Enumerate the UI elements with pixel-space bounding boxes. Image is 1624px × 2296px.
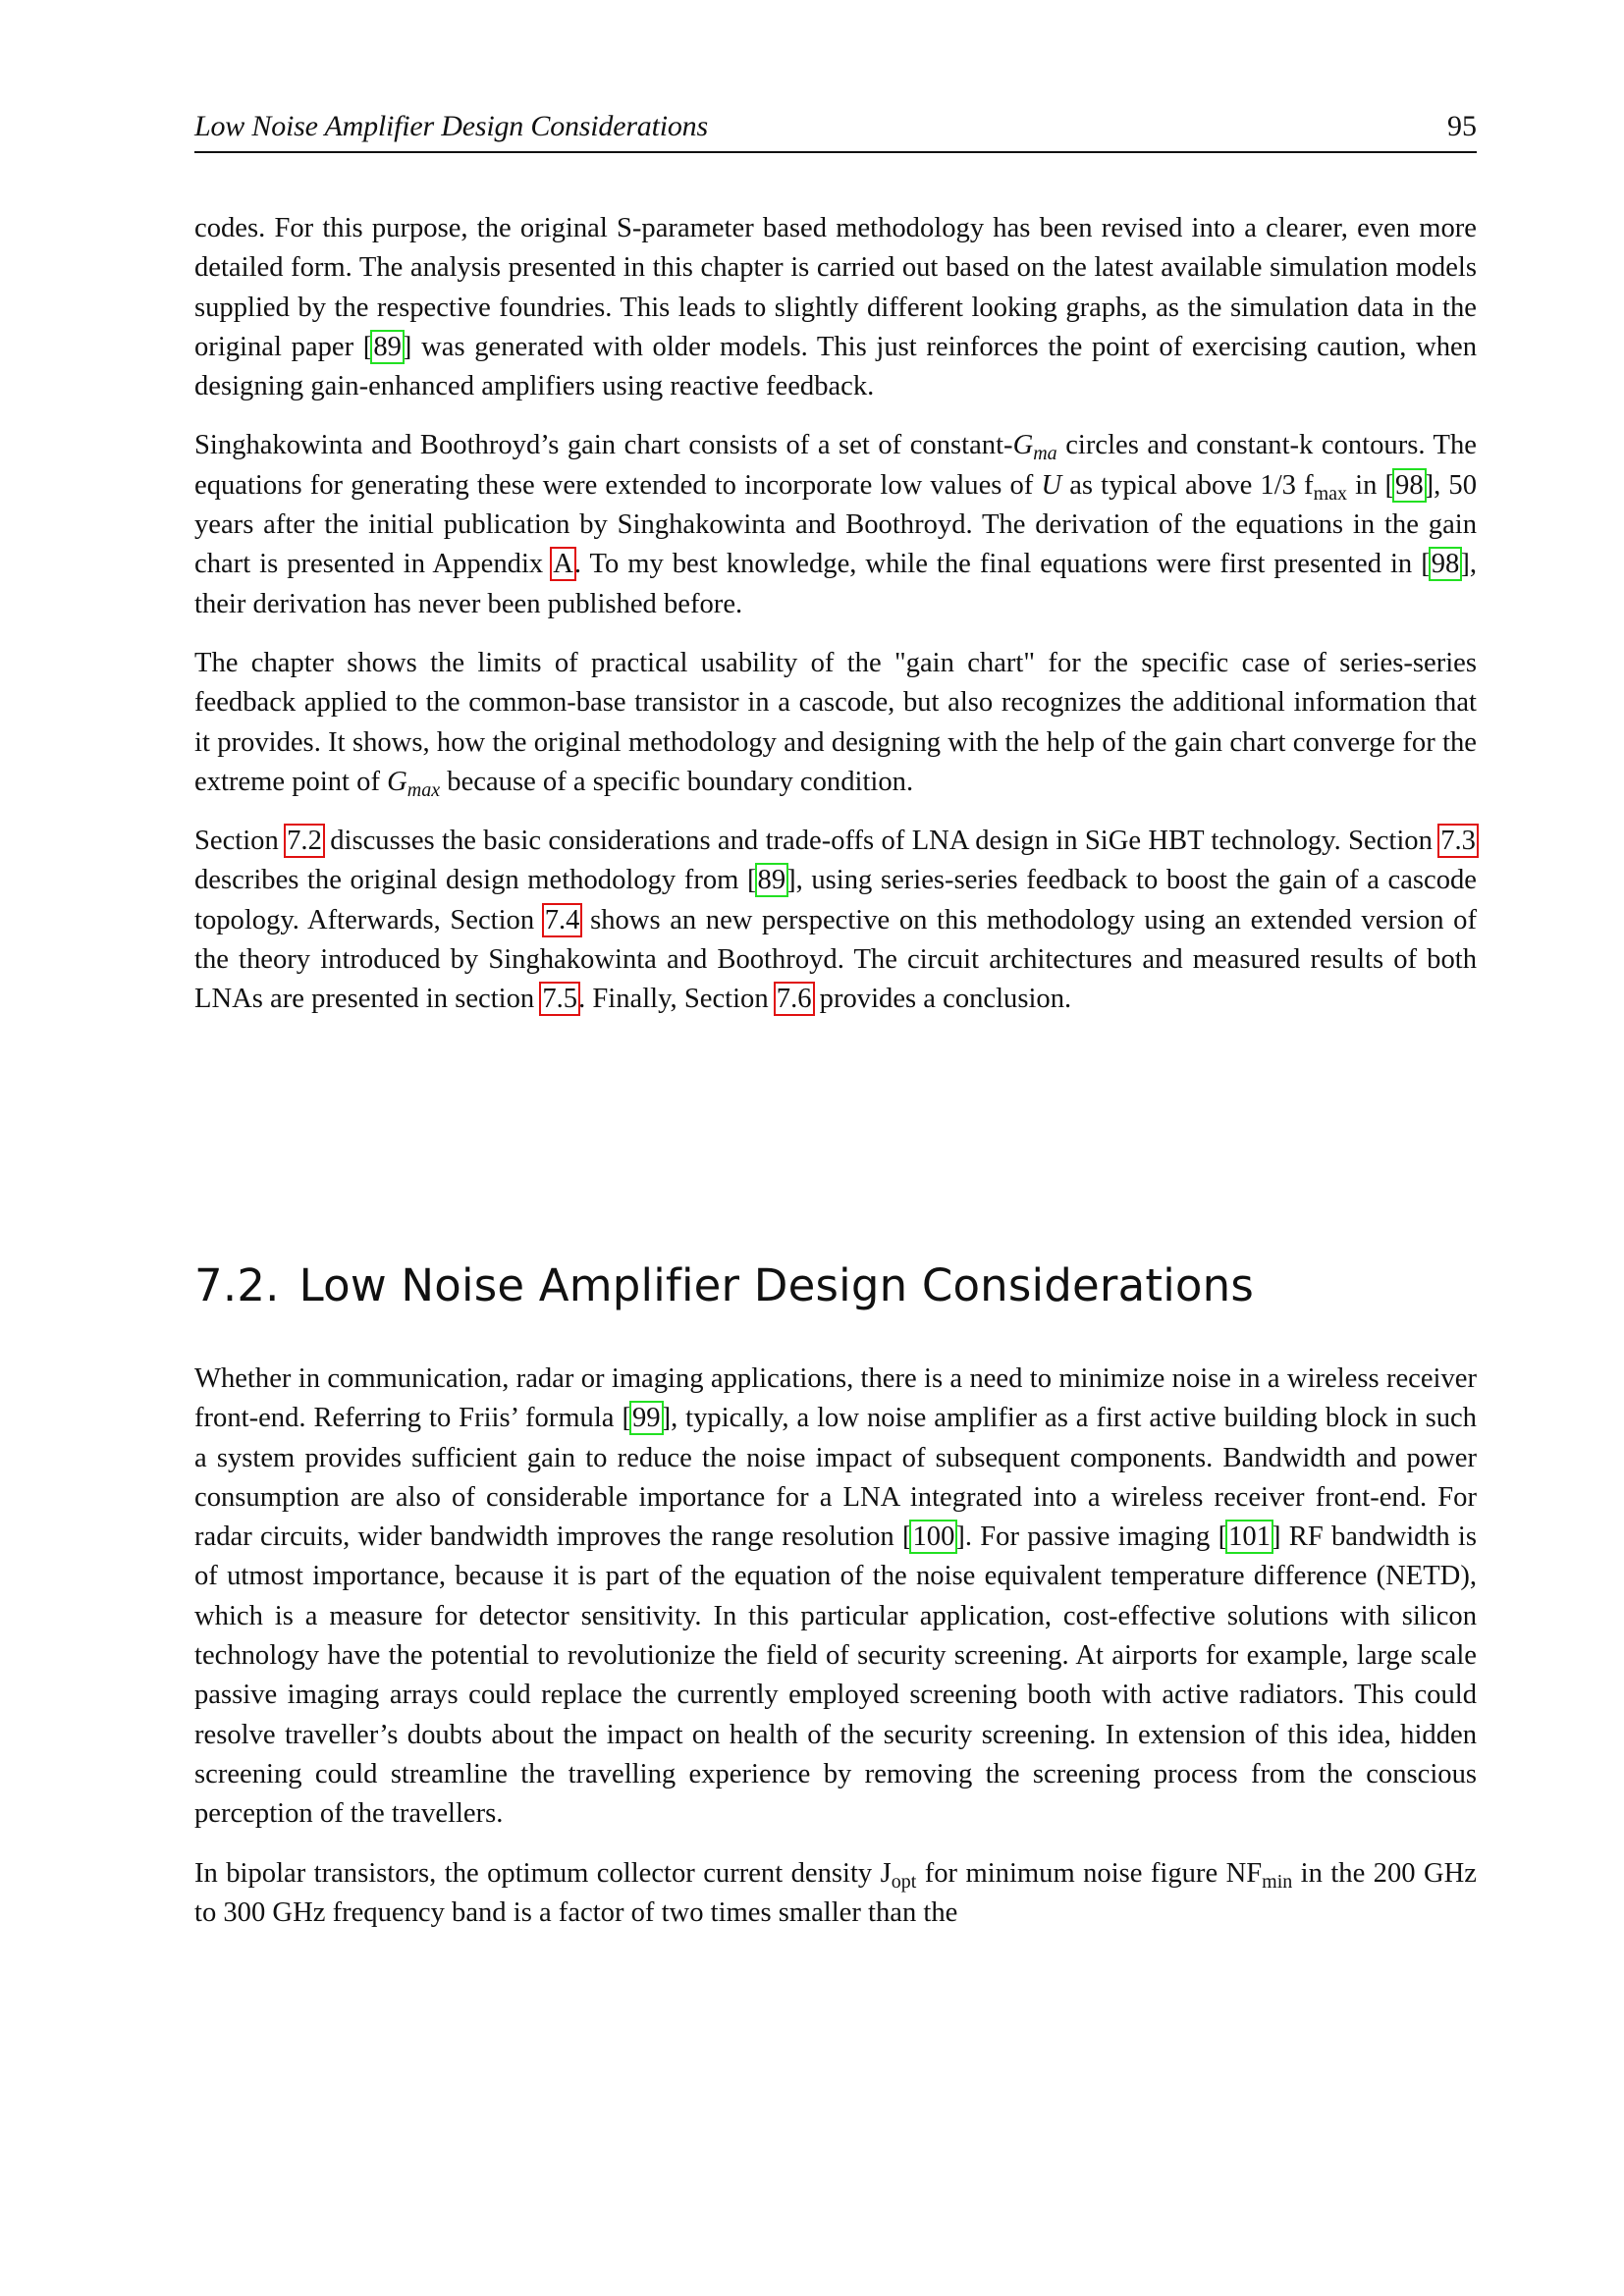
section-link-7-3[interactable]: 7.3 <box>1440 826 1476 857</box>
citation-link-98[interactable]: 98 <box>1431 549 1460 580</box>
text-run: circles and constant-k contours. The equations for generating these were extended to incorporate low values of <box>194 430 1477 501</box>
text-run: for minimum noise figure NF <box>916 1857 1263 1889</box>
text-run: discusses the basic considerations and trade-offs of LNA design in SiGe HBT technology. Section <box>322 826 1440 857</box>
section-link-7-6[interactable]: 7.6 <box>776 984 812 1015</box>
section-body <box>194 1360 1477 1952</box>
running-header <box>194 106 1477 153</box>
paragraph-gain-chart <box>194 426 1477 623</box>
citation-link-89[interactable]: 89 <box>757 865 786 896</box>
text-run: In bipolar transistors, the optimum collector current density J <box>194 1857 892 1889</box>
text-run: codes. For this purpose, the original S-parameter based methodology has been revised into a clearer, even more detailed form. The analysis presented in this chapter is carried out based on the latest available simulation models supplied by the respective foundries. This leads to slightly different looking graphs, as the simulation data in the original paper [ <box>194 213 1477 362</box>
section-number: 7.2. <box>194 1259 280 1311</box>
math-symbol-u: U <box>1041 469 1062 501</box>
citation-link-100[interactable]: 100 <box>912 1522 955 1553</box>
citation-link-101[interactable]: 101 <box>1228 1522 1271 1553</box>
text-run: ], using series-series feedback to boost the gain of a cascode topology. Afterwards, Section <box>194 865 1477 935</box>
text-run: ], typically, a low noise amplifier as a first active building block in such a system provides sufficient gain to reduce the noise impact of subsequent components. Bandwidth and power consumption are also of considerable importance for a LNA integrated into a wireless receiver front-end. For radar circuits, wider bandwidth improves the range resolution [ <box>194 1403 1477 1553</box>
text-run: ] RF bandwidth is of utmost importance, because it is part of the equation of the noise equivalent temperature difference (NETD), which is a measure for detector sensitivity. In this particular application, cost-effective solutions with silicon technology have the potential to revolutionize the field of security screening. At airports for example, large scale passive imaging arrays could replace the currently employed screening booth with active radiators. This could resolve traveller’s doubts about the impact on health of the security screening. In extension of this idea, hidden screening could streamline the travelling experience by removing the screening process from the conscious perception of the travellers. <box>194 1522 1477 1830</box>
paragraph-methodology-revision <box>194 209 1477 406</box>
section-heading <box>194 1259 1254 1311</box>
text-run: ] was generated with older models. This just reinforces the point of exercising caution, when designing gain-enhanced amplifiers using reactive feedback. <box>194 331 1477 402</box>
subscript: min <box>1262 1870 1293 1893</box>
section-link-7-4[interactable]: 7.4 <box>544 904 580 935</box>
citation-link-98[interactable]: 98 <box>1395 469 1424 501</box>
text-run: describes the original design methodology from [ <box>194 865 757 896</box>
paragraph-chapter-outline <box>194 822 1477 1019</box>
math-symbol-g: G <box>387 766 407 797</box>
paragraph-lna-motivation <box>194 1360 1477 1835</box>
paragraph-bipolar-transistors <box>194 1854 1477 1934</box>
text-run: ], their derivation has never been published before. <box>194 549 1478 619</box>
section-link-7-2[interactable]: 7.2 <box>287 826 322 857</box>
math-symbol-g: G <box>1012 430 1034 461</box>
text-run: . Finally, Section <box>578 984 776 1015</box>
math-subscript: max <box>406 778 441 801</box>
section-title: Low Noise Amplifier Design Considerations <box>298 1259 1255 1311</box>
page-number: 95 <box>1447 110 1477 142</box>
text-run: shows an new perspective on this methodology using an extended version of the theory introduced by Singhakowinta and Boothroyd. The circuit architectures and measured results of both LNAs are presented in section <box>194 904 1477 1015</box>
text-run: in [ <box>1347 469 1395 501</box>
text-run: The chapter shows the limits of practical usability of the "gain chart" for the specific case of series-series feedback applied to the common-base transistor in a cascode, but also recognizes the additional information that it provides. It shows, how the original methodology and designing with the help of the gain chart converge for the extreme point of <box>194 647 1477 797</box>
subscript: max <box>1313 482 1348 505</box>
citation-link-89[interactable]: 89 <box>373 331 402 362</box>
citation-link-99[interactable]: 99 <box>631 1403 661 1434</box>
intro-body <box>194 209 1477 1040</box>
text-run: because of a specific boundary condition. <box>440 766 914 797</box>
math-subscript: ma <box>1033 443 1057 465</box>
section-link-7-5[interactable]: 7.5 <box>542 984 578 1015</box>
text-run: ]. For passive imaging [ <box>955 1522 1228 1553</box>
subscript: opt <box>891 1870 917 1893</box>
text-run: provides a conclusion. <box>812 984 1072 1015</box>
text-run: . To my best knowledge, while the final equations were first presented in [ <box>573 549 1431 580</box>
text-run: Whether in communication, radar or imaging applications, there is a need to minimize noise in a wireless receiver front-end. Referring to Friis’ formula [ <box>194 1363 1477 1434</box>
text-run: Singhakowinta and Boothroyd’s gain chart consists of a set of constant- <box>194 430 1013 461</box>
text-run: in the 200 GHz to 300 GHz frequency band is a factor of two times smaller than the <box>194 1857 1477 1928</box>
paragraph-chapter-limits <box>194 644 1477 802</box>
running-title: Low Noise Amplifier Design Considerations <box>194 110 708 142</box>
appendix-link-a[interactable]: A <box>553 549 573 580</box>
text-run: ], 50 years after the initial publication by Singhakowinta and Boothroyd. The derivation of the equations in the gain chart is presented in Appendix <box>194 469 1477 580</box>
text-run: as typical above 1/3 f <box>1061 469 1314 501</box>
text-run: Section <box>194 826 287 857</box>
